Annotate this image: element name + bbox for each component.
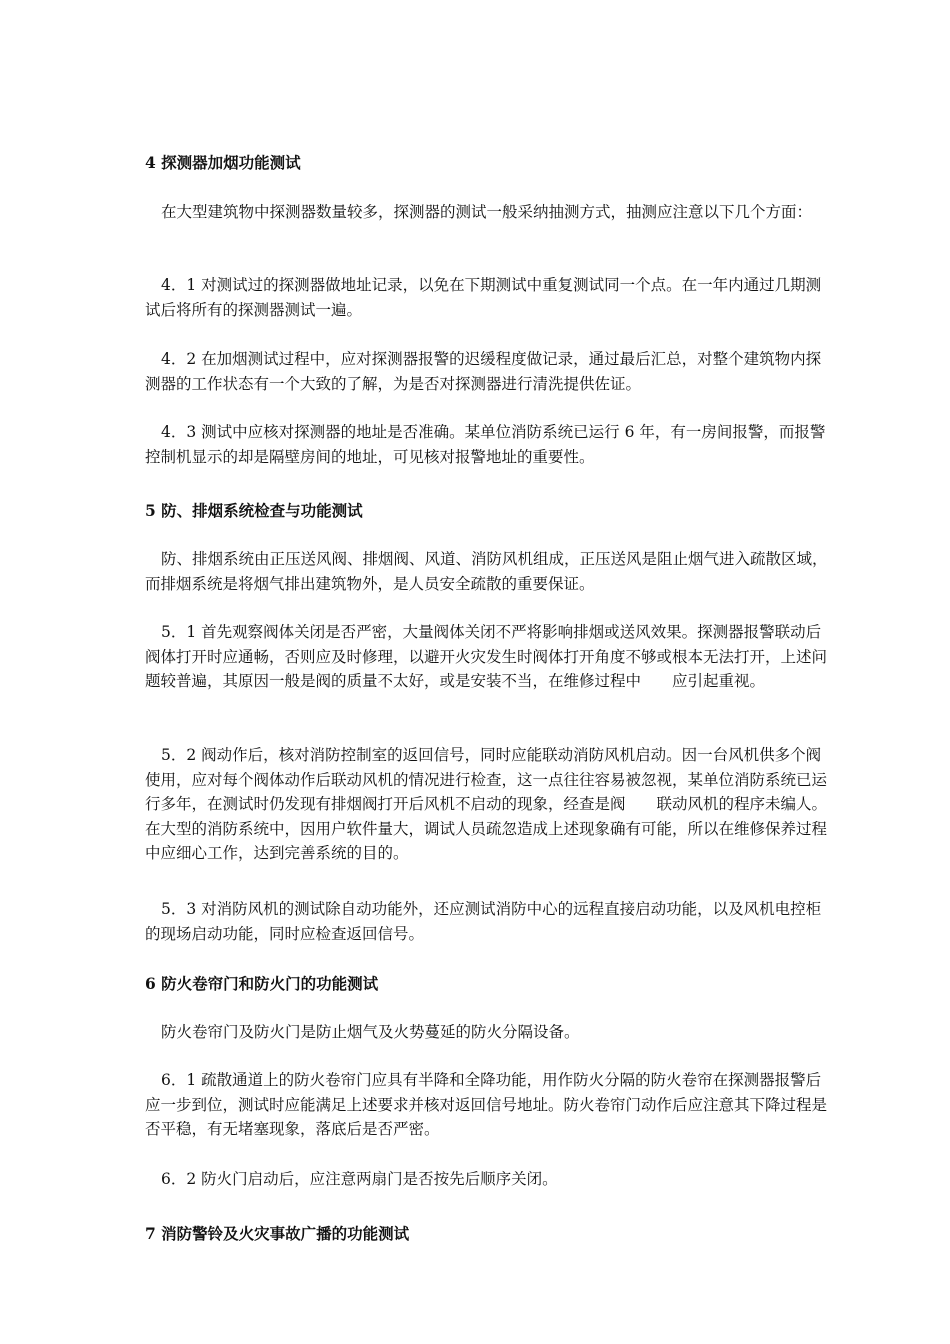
section-5-2-paragraph: 5．2 阀动作后，核对消防控制室的返回信号，同时应能联动消防风机启动。因一台风机供多个阀使用，应对每个阀体动作后联动风机的情况进行检查，这一点往往容易被忽视，某单位消防系统已运行多年，在测试时仍发现有排烟阀打开后风机不启动的现象，经查是阀 联动风机的程序未编人。在大型的消防系统中，因用户软件量大，调试人员疏忽造成上述现象确有可能，所以在维修保养过程中应细心工作，达到完善系统的目的。 xyxy=(145,746,828,862)
section-5-heading: 5 防、排烟系统检查与功能测试 xyxy=(145,501,363,520)
section-7-heading: 7 消防警铃及火灾事故广播的功能测试 xyxy=(145,1224,410,1243)
section-4-1-paragraph: 4．1 对测试过的探测器做地址记录，以免在下期测试中重复测试同一个点。在一年内通过几期测试后将所有的探测器测试一遍。 xyxy=(145,276,822,319)
section-6-2-paragraph: 6．2 防火门启动后，应注意两扇门是否按先后顺序关闭。 xyxy=(161,1170,558,1188)
section-5-3-paragraph: 5．3 对消防风机的测试除自动功能外，还应测试消防中心的远程直接启动功能，以及风机电控柜的现场启动功能，同时应检查返回信号。 xyxy=(145,900,822,943)
section-5-intro: 防、排烟系统由正压送风阀、排烟阀、风道、消防风机组成，正压送风是阻止烟气进入疏散区域，而排烟系统是将烟气排出建筑物外，是人员安全疏散的重要保证。 xyxy=(145,550,828,593)
section-6-intro: 防火卷帘门及防火门是防止烟气及火势蔓延的防火分隔设备。 xyxy=(161,1023,580,1041)
section-4-intro: 在大型建筑物中探测器数量较多，探测器的测试一般采纳抽测方式，抽测应注意以下几个方面： xyxy=(161,203,813,221)
section-6-1-paragraph: 6．1 疏散通道上的防火卷帘门应具有半降和全降功能，用作防火分隔的防火卷帘在探测器报警后应一步到位，测试时应能满足上述要求并核对返回信号地址。防火卷帘门动作后应注意其下降过程是否平稳，有无堵塞现象，落底后是否严密。 xyxy=(145,1071,828,1138)
section-4-3-paragraph: 4．3 测试中应核对探测器的地址是否准确。某单位消防系统已运行 6 年，有一房间报警，而报警控制机显示的却是隔壁房间的地址，可见核对报警地址的重要性。 xyxy=(145,423,826,466)
section-6-heading: 6 防火卷帘门和防火门的功能测试 xyxy=(145,974,379,993)
section-4-2-paragraph: 4．2 在加烟测试过程中，应对探测器报警的迟缓程度做记录，通过最后汇总，对整个建筑物内探测器的工作状态有一个大致的了解，为是否对探测器进行清洗提供佐证。 xyxy=(145,350,822,393)
section-4-heading: 4 探测器加烟功能测试 xyxy=(145,153,301,172)
section-5-1-paragraph: 5．1 首先观察阀体关闭是否严密，大量阀体关闭不严将影响排烟或送风效果。探测器报警联动后阀体打开时应通畅，否则应及时修理，以避开火灾发生时阀体打开角度不够或根本无法打开，上述问题较普遍，其原因一般是阀的质量不太好，或是安装不当，在维修过程中 应引起重视。 xyxy=(145,623,828,690)
document-page xyxy=(145,0,835,1344)
